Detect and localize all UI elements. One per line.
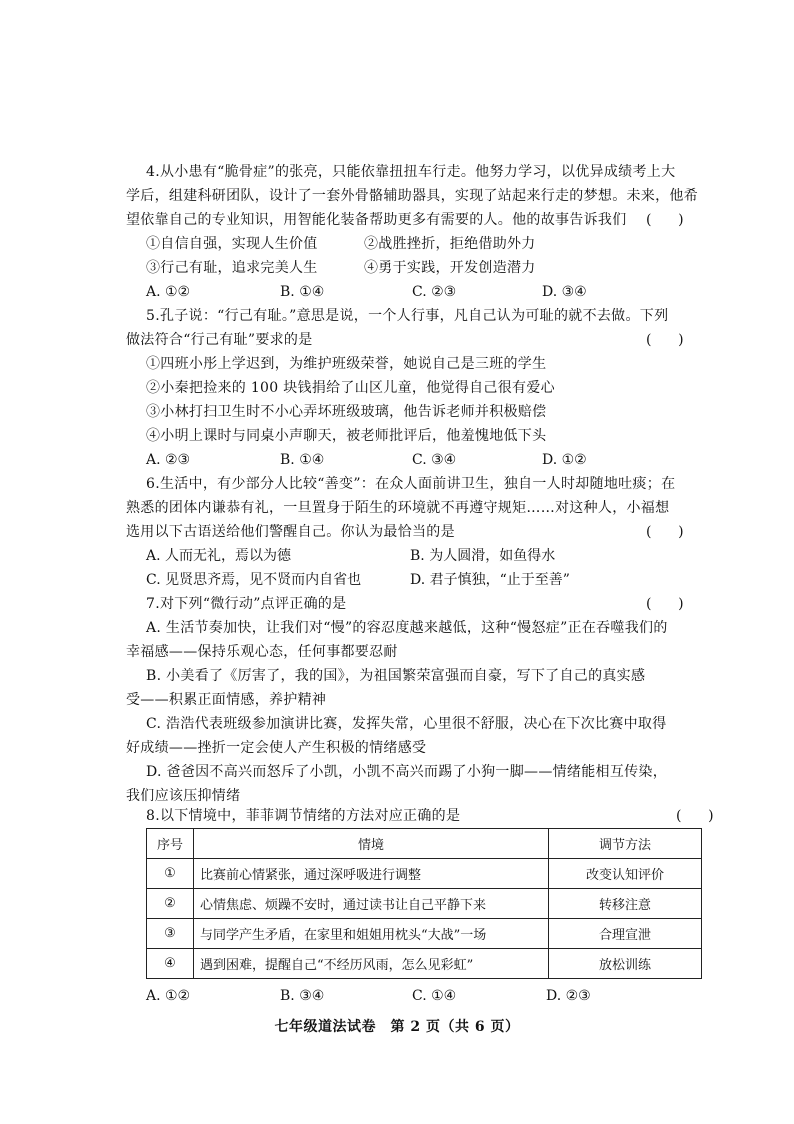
q6-stem-line2: 熟悉的团体内谦恭有礼，一旦置身于陌生的环境就不再遵守规矩……对这种人，小福想 (126, 500, 670, 516)
row-situation: 比赛前心情紧张，通过深呼吸进行调整 (194, 859, 549, 889)
row-no: ④ (147, 949, 194, 979)
q5-statement-2: ②小秦把捡来的 100 块钱捐给了山区儿童，他觉得自己很有爱心 (146, 380, 555, 396)
q7-option-a-line1: A. 生活节奏加快，让我们对“慢”的容忍度越来越低，这种“慢怒症”正在吞噬我们的 (146, 620, 668, 636)
page-footer: 七年级道法试卷 第 2 页（共 6 页） (274, 1019, 520, 1035)
q6-option-a: A. 人而无礼，焉以为德 (146, 548, 292, 564)
q4-stem-line2: 学后，组建科研团队，设计了一套外骨骼辅助器具，实现了站起来行走的梦想。未来，他希 (126, 188, 698, 204)
q5-stem-line2: 做法符合“行己有耻”要求的是 (126, 332, 313, 348)
table-row (147, 889, 702, 919)
row-situation: 与同学产生矛盾，在家里和姐姐用枕头“大战”一场 (194, 919, 549, 949)
table-row (147, 919, 702, 949)
situation-table (146, 828, 702, 979)
row-method: 改变认知评价 (549, 859, 702, 889)
q8-option-a: A. ①② (146, 988, 191, 1004)
q4-statement-4: ④勇于实践，开发创造潜力 (364, 260, 536, 276)
q7-option-b-line2: 受——积累正面情感，养护精神 (126, 692, 327, 708)
q7-option-d-line2: 我们应该压抑情绪 (126, 788, 241, 804)
q4-option-d: D. ③④ (542, 284, 587, 300)
q4-option-c: C. ②③ (412, 284, 457, 300)
header-situation: 情境 (194, 829, 549, 859)
q5-statement-3: ③小林打扫卫生时不小心弄坏班级玻璃，他告诉老师并积极赔偿 (146, 404, 547, 420)
q6-option-b: B. 为人圆滑，如鱼得水 (410, 548, 556, 564)
row-situation: 遇到困难，提醒自己“不经历风雨，怎么见彩虹” (194, 949, 549, 979)
q6-answer-blank: ( ) (646, 524, 684, 540)
q5-stem-line1: 5.孔子说：“行己有耻。”意思是说，一个人行事，凡自己认为可耻的就不去做。下列 (146, 308, 669, 324)
table-row (147, 949, 702, 979)
q6-option-c: C. 见贤思齐焉，见不贤而内自省也 (146, 572, 362, 588)
q4-option-a: A. ①② (146, 284, 191, 300)
q5-answer-blank: ( ) (646, 332, 684, 348)
q7-option-a-line2: 幸福感——保持乐观心态，任何事都要忍耐 (126, 644, 398, 660)
q4-statement-1: ①自信自强，实现人生价值 (146, 236, 318, 252)
row-situation: 心情焦虑、烦躁不安时，通过读书让自己平静下来 (194, 889, 549, 919)
row-method: 放松训练 (549, 949, 702, 979)
q4-statement-3: ③行己有耻，追求完美人生 (146, 260, 318, 276)
q6-stem-line3: 选用以下古语送给他们警醒自己。你认为最恰当的是 (126, 524, 455, 540)
header-method: 调节方法 (549, 829, 702, 859)
q7-answer-blank: ( ) (646, 596, 684, 612)
row-method: 转移注意 (549, 889, 702, 919)
row-no: ① (147, 859, 194, 889)
q7-option-c-line2: 好成绩——挫折一定会使人产生积极的情绪感受 (126, 740, 427, 756)
header-no: 序号 (147, 829, 194, 859)
q5-option-d: D. ①② (542, 452, 587, 468)
q6-option-d: D. 君子慎独，“止于至善” (410, 572, 570, 588)
q5-option-b: B. ①④ (280, 452, 325, 468)
q7-option-d-line1: D. 爸爸因不高兴而怒斥了小凯，小凯不高兴而踢了小狗一脚——情绪能相互传染， (146, 764, 668, 780)
q6-stem-line1: 6.生活中，有少部分人比较“善变”：在众人面前讲卫生，独自一人时却随地吐痰；在 (146, 476, 676, 492)
row-no: ② (147, 889, 194, 919)
q8-option-c: C. ①④ (412, 988, 457, 1004)
q4-stem-line3: 望依靠自己的专业知识，用智能化装备帮助更多有需要的人。他的故事告诉我们 (126, 212, 627, 228)
q8-stem: 8.以下情境中，菲菲调节情绪的方法对应正确的是 (146, 808, 461, 824)
q8-option-b: B. ③④ (280, 988, 325, 1004)
q5-option-a: A. ②③ (146, 452, 191, 468)
q7-option-b-line1: B. 小美看了《厉害了，我的国》，为祖国繁荣富强而自豪，写下了自己的真实感 (146, 668, 646, 684)
q8-answer-blank: ( ) (676, 808, 714, 824)
row-no: ③ (147, 919, 194, 949)
q4-answer-blank: ( ) (646, 212, 684, 228)
table-row (147, 859, 702, 889)
row-method: 合理宣泄 (549, 919, 702, 949)
q8-option-d: D. ②③ (546, 988, 591, 1004)
q5-statement-1: ①四班小彤上学迟到，为维护班级荣誉，她说自己是三班的学生 (146, 356, 547, 372)
q4-option-b: B. ①④ (280, 284, 325, 300)
table-header-row (147, 829, 702, 859)
q7-option-c-line1: C. 浩浩代表班级参加演讲比赛，发挥失常，心里很不舒服，决心在下次比赛中取得 (146, 716, 667, 732)
q5-option-c: C. ③④ (412, 452, 457, 468)
q7-stem: 7.对下列“微行动”点评正确的是 (146, 596, 347, 612)
q4-stem-line1: 4.从小患有“脆骨症”的张亮，只能依靠扭扭车行走。他努力学习，以优异成绩考上大 (146, 164, 676, 180)
q5-statement-4: ④小明上课时与同桌小声聊天，被老师批评后，他羞愧地低下头 (146, 428, 547, 444)
q4-statement-2: ②战胜挫折，拒绝借助外力 (364, 236, 536, 252)
